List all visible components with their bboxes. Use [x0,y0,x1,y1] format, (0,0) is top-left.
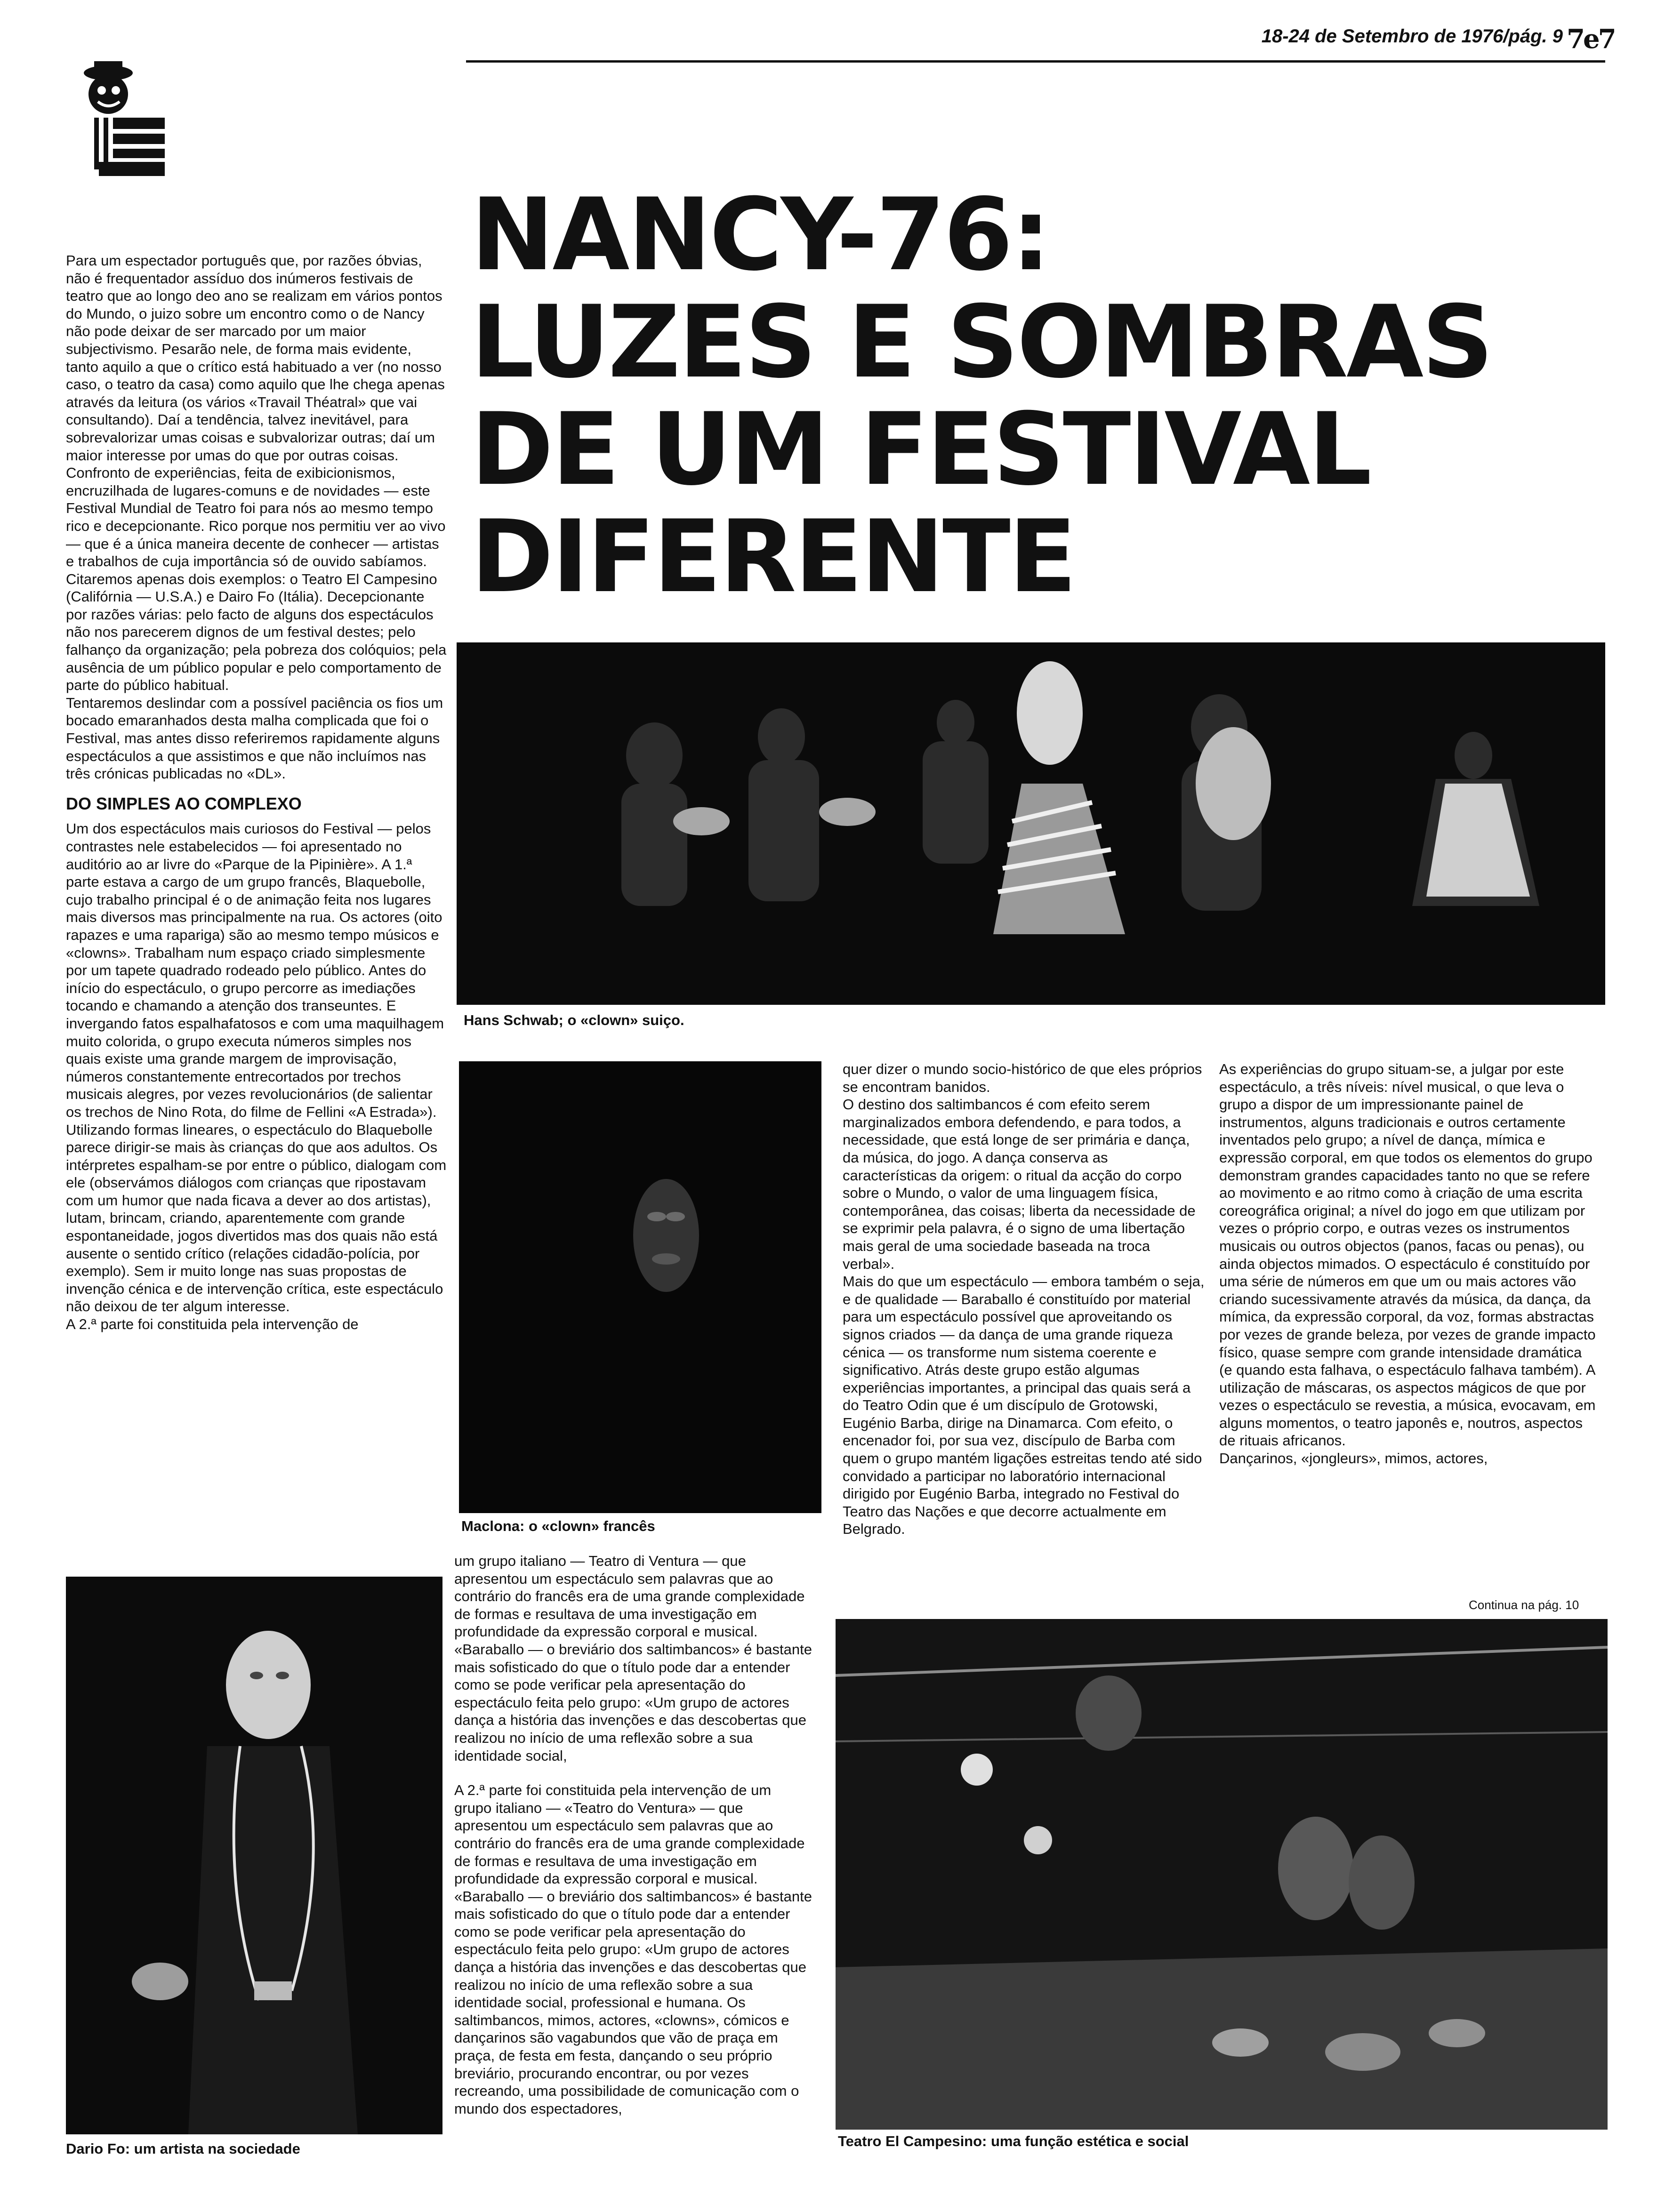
paragraph: Mais do que um espectáculo — embora também o seja, e de qualidade — Baraballo é constituído por material para um espectáculo possível que aproveitando os signos criados — da dança de uma grande riqueza cénica — os transforme num sistema coerente e significativo. Atrás deste grupo estão algumas experiências importantes, a principal das quais será a do Teatro Odin que é um discípulo de Grotowski, Eugénio Barba, dirige na Dinamarca. Com efeito, o encenador foi, por sua vez, discípulo de Barba com quem o grupo mantém ligações estreitas tendo até sido convidado a participar no laboratório internacional dirigido por Eugénio Barba, integrado no Festival do Teatro das Nações e que decorre actualmente em Belgrado. [843,1273,1205,1538]
headline-line-1: NANCY-76: [471,176,1049,293]
photo-dario-fo [66,1577,442,2134]
stage-photo-maclona [459,1061,821,1513]
paragraph: A 2.ª parte foi constituida pela intervenção de um grupo italiano — «Teatro do Ventura» — que apresentou um espectáculo sem palavras que ao contrário do francês era de uma grande complexidade de formas e resultava de uma investigação em profundidade da expressão corporal e musical. «Baraballo — o breviário dos saltimbancos» é bastante mais sofisticado do que o título pode dar a entender como se pode verificar pela apresentação do espectáculo feita pelo grupo: «Um grupo de actores dança a história das invenções e das descobertas que realizou no início de uma reflexão sobre a sua identidade social, professional e humana. Os saltimbancos, mimos, actores, «clowns», cómicos e dançarinos são vagabundos que vão de praça em praça, de festa em festa, dançando o seu próprio breviário, procurando encontrar, ou por vezes recreando, uma possibilidade de comunicação com o mundo dos espectadores, [454,1782,812,2117]
headline-line-3: DE UM FESTIVAL [471,391,1370,507]
paragraph: Um dos espectáculos mais curiosos do Festival — pelos contrastes nele estabelecidos — foi apresentado no auditório ao ar livre do «Parque de la Pipinière». A 1.ª parte estava a cargo de um grupo francês, Blaquebolle, cujo trabalho principal é o de animação feita nos lugares mais diversos mas principalmente na rua. Os actores (oito rapazes e uma rapariga) são ao mesmo tempo músicos e «clowns». Trabalham num espaço criado simplesmente por um tapete quadrado rodeado pelo público. Antes do início do espectáculo, o grupo percorre as imediações tocando e chamando a atenção dos transeuntes. E invergando fatos espalhafatosos e com uma maquilhagem muito colorida, o grupo executa números simples nos quais existe uma grande margem de improvisação, números constantemente entrecortados por trechos musicais alegres, por vezes revolucionários (de salientar os trechos de Nino Rota, do filme de Fellini «A Estrada»). Utilizando formas lineares, o espectáculo do Blaquebolle parece dirigir-se mais às crianças do que aos adultos. Os intérpretes espalham-se por entre o público, dialogam com ele (observámos diálogos com crianças que ripostavam com um humor que nada ficava a dever ao dos artistas), lutam, brincam, criando, aparentemente com grande espontaneidade, jogos divertidos mas dos quais não está ausente o sentido crítico (relações cidadão-polícia, por exemplo). Sem ir muito longe nas suas propostas de invenção cénica e de intervenção crítica, este espectáculo não deixou de ter algum interesse. [66,820,447,1315]
header-rule [466,60,1605,63]
article-column-4 [1219,1060,1596,1467]
article-column-3 [843,1060,1205,1538]
continued-on-page: Continua na pág. 10 [1469,1598,1579,1612]
paragraph: A 2.ª parte foi constituida pela intervenção de [66,1316,359,1333]
photo-caption: Dario Fo: um artista na sociedade [66,2140,300,2157]
photo-caption: Maclona: o «clown» francês [461,1518,655,1534]
photo-teatro-el-campesino [836,1619,1608,2130]
photo-caption: Teatro El Campesino: uma função estética e social [838,2133,1189,2149]
paragraph: As experiências do grupo situam-se, a julgar por este espectáculo, a três níveis: nível musical, o que leva o grupo a dispor de um impressionante painel de instrumentos, alguns tradicionais e outros certamente inventados pelo grupo; a nível de dança, mímica e expressão corporal, em que todos os elementos do grupo demonstram grandes capacidades tanto no que se refere ao movimento e ao ritmo como à criação de uma escrita coreográfica original; a nível do jogo em que utilizam por vezes o próprio corpo, e outras vezes os instrumentos musicais ou outros objectos (panos, facas ou penas), ou ainda objectos mimados. O espectáculo é constituído por uma série de números em que um ou mais actores vão criando sucessivamente através da música, da dança, da mímica, da expressão corporal, da voz, formas abstractas por vezes de grande beleza, por vezes de grande impacto físico, quase sempre com grande intensidade dramática (e quando esta falhava, o espectáculo falhava também). A utilização de máscaras, os aspectos mágicos de que por vezes o espectáculo se revestia, a música, evocavam, em alguns momentos, o teatro japonês e, noutros, aspectos de rituais africanos. [1219,1061,1596,1449]
article-column-1 [66,252,447,1333]
masthead-logo: 7e7 [1567,24,1615,55]
subheading: DO SIMPLES AO COMPLEXO [66,793,302,813]
article-column-2 [454,1552,812,2117]
stage-photo-hans-schwab [457,642,1605,1005]
photo-caption: Hans Schwab; o «clown» suiço. [464,1012,684,1028]
paragraph: Dançarinos, «jongleurs», mimos, actores, [1219,1450,1488,1467]
headline-line-4: DIFERENTE [471,498,1075,615]
issue-date-page: 18-24 de Setembro de 1976/pág. 9 [1261,26,1563,47]
paragraph: um grupo italiano — Teatro di Ventura — que apresentou um espectáculo sem palavras que ao contrário do francês era de uma grande complexidade de formas e resultava de uma investigação em profundidade da expressão corporal e musical. «Baraballo — o breviário dos saltimbancos» é bastante mais sofisticado do que o título pode dar a entender como se pode verificar pela apresentação do espectáculo feita pelo grupo: «Um grupo de actores dança a história das invenções e das descobertas que realizou no início de uma reflexão sobre a sua identidade social, [454,1553,812,1764]
paragraph: Tentaremos deslindar com a possível paciência os fios um bocado emaranhados desta malha complicada que foi o Festival, mas antes disso referiremos rapidamente alguns espectáculos a que assistimos e que não incluímos nas três crónicas publicadas no «DL». [66,694,443,782]
intro-paragraph: Para um espectador português que, por razões óbvias, não é frequentador assíduo dos inúmeros festivais de teatro que ao longo deo ano se realizam em vários pontos do Mundo, o juizo sobre um encontro como o de Nancy não pode deixar de ser marcado por um maior subjectivismo. Pesarão nele, de forma mais evidente, tanto aquilo a que o crítico está habituado a ver (no nosso caso, o teatro da casa) como aquilo que lhe chega apenas através da leitura (os vários «Travail Théatral» que vai consultando). Daí a tendência, talvez inevitável, para sobrevalorizar umas coisas e subvalorizar outras; daí um maior interesse por umas do que por outras coisas. Confronto de experiências, feita de exibicionismos, encruzilhada de lugares-comuns e de novidades — este Festival Mundial de Teatro foi para nós ao mesmo tempo rico e decepcionante. Rico porque nos permitiu ver ao vivo — que é a única maneira decente de conhecer — artistas e trabalhos de cuja importância só de ouvido sabíamos. Citaremos apenas dois exemplos: o Teatro El Campesino (Califórnia — U.S.A.) e Dairo Fo (Itália). Decepcionante por razões várias: pelo facto de alguns dos espectáculos não nos parecerem dignos de um festival destes; pelo falhanço da organização; pela pobreza dos colóquios; pela ausência de um público popular e pelo comportamento de parte do público habitual. [66,252,447,694]
paragraph: O destino dos saltimbancos é com efeito serem marginalizados embora defendendo, e para todos, a necessidade, que está longe de ser primária e dança, da música, do jogo. A dança conserva as características da origem: o ritual da acção do corpo sobre o Mundo, o valor de uma linguagem física, contemporânea, das coisas; liberta da necessidade de se exprimir pela palavra, é o signo de uma libertação mais geral de uma sociedade baseada na troca verbal». [843,1096,1196,1272]
headline [471,176,1624,615]
clown-face-icon [71,47,179,188]
headline-line-2: LUZES E SOMBRAS [471,284,1492,400]
paragraph: quer dizer o mundo socio-histórico de que eles próprios se encontram banidos. [843,1061,1202,1095]
